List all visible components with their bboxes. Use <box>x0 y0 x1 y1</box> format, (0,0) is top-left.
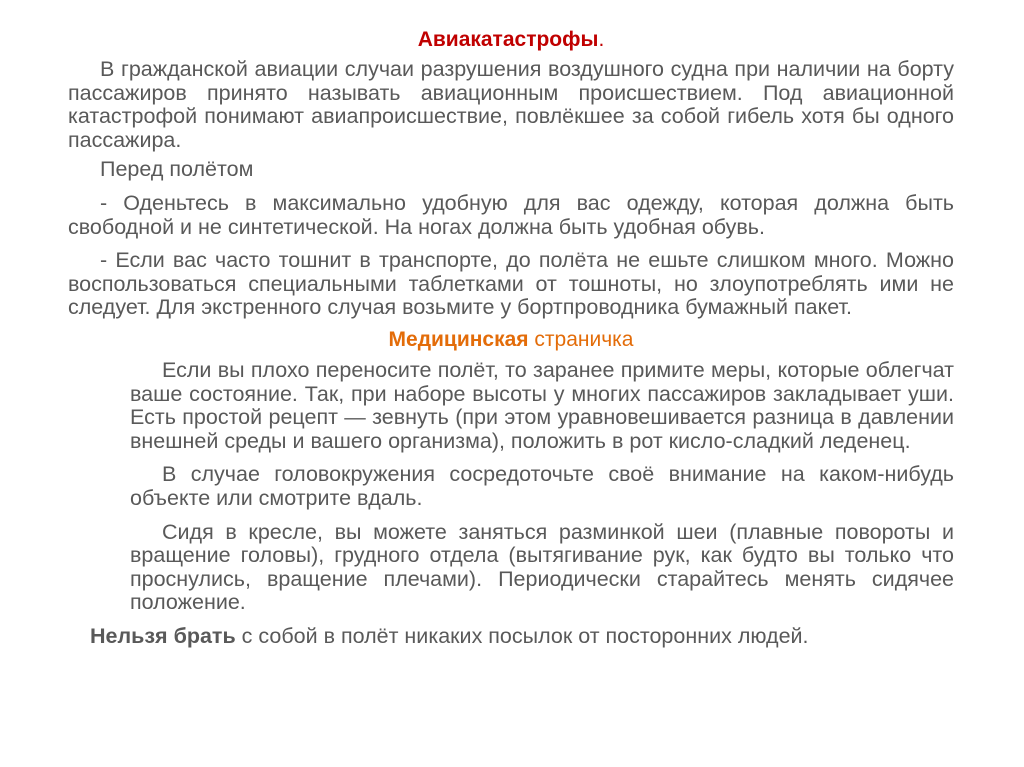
medical-paragraph-dizziness: В случае головокружения сосредоточьте своё внимание на каком-нибудь объекте или смотрите вдаль. <box>130 462 954 510</box>
title-dot: . <box>598 28 605 51</box>
final-warning-bold: Нельзя брать <box>90 623 236 648</box>
before-flight-item-clothing: - Оденьтесь в максимально удобную для вас одежду, которая должна быть свободной и не синтетической. На ногах должна быть удобная обувь. <box>68 190 954 239</box>
final-warning <box>68 625 954 649</box>
final-warning-rest: с собой в полёт никаких посылок от посторонних людей. <box>235 623 809 648</box>
medical-paragraph-pressure: Если вы плохо переносите полёт, то заранее примите меры, которые облегчат ваше состояние. Так, при наборе высоты у многих пассажиров закладывает уши. Есть простой рецепт — зевнуть (при этом уравновешивается разница в давлении внешней среды и вашего организма), положить в рот кисло-сладкий леденец. <box>130 357 954 453</box>
title-text: Авиакатастрофы <box>417 28 599 51</box>
medical-heading <box>68 328 954 352</box>
slide-title <box>68 28 954 52</box>
slide-content <box>68 22 954 648</box>
medical-heading-rest: страничка <box>528 327 634 351</box>
medical-section <box>130 359 954 615</box>
intro-paragraph: В гражданской авиации случаи разрушения воздушного судна при наличии на борту пассажиров принято называть авиационным происшествием. Под авиационной катастрофой понимают авиапроисшествие, повлёкшее за собой гибель хотя бы одного пассажира. <box>68 57 954 152</box>
before-flight-item-nausea: - Если вас часто тошнит в транспорте, до полёта не ешьте слишком много. Можно воспользоваться специальными таблетками от тошноты, но злоупотреблять ими не следует. Для экстренного случая возьмите у бортпроводника бумажный пакет. <box>68 248 954 320</box>
medical-heading-bold: Медицинская <box>388 327 529 351</box>
medical-paragraph-exercise: Сидя в кресле, вы можете заняться разминкой шеи (плавные повороты и вращение головы), грудного отдела (вытягивание рук, как будто вы только что проснулись, вращение плечами). Периодически старайтесь менять сидячее положение. <box>130 519 954 615</box>
before-flight-heading: Перед полётом <box>100 157 254 182</box>
